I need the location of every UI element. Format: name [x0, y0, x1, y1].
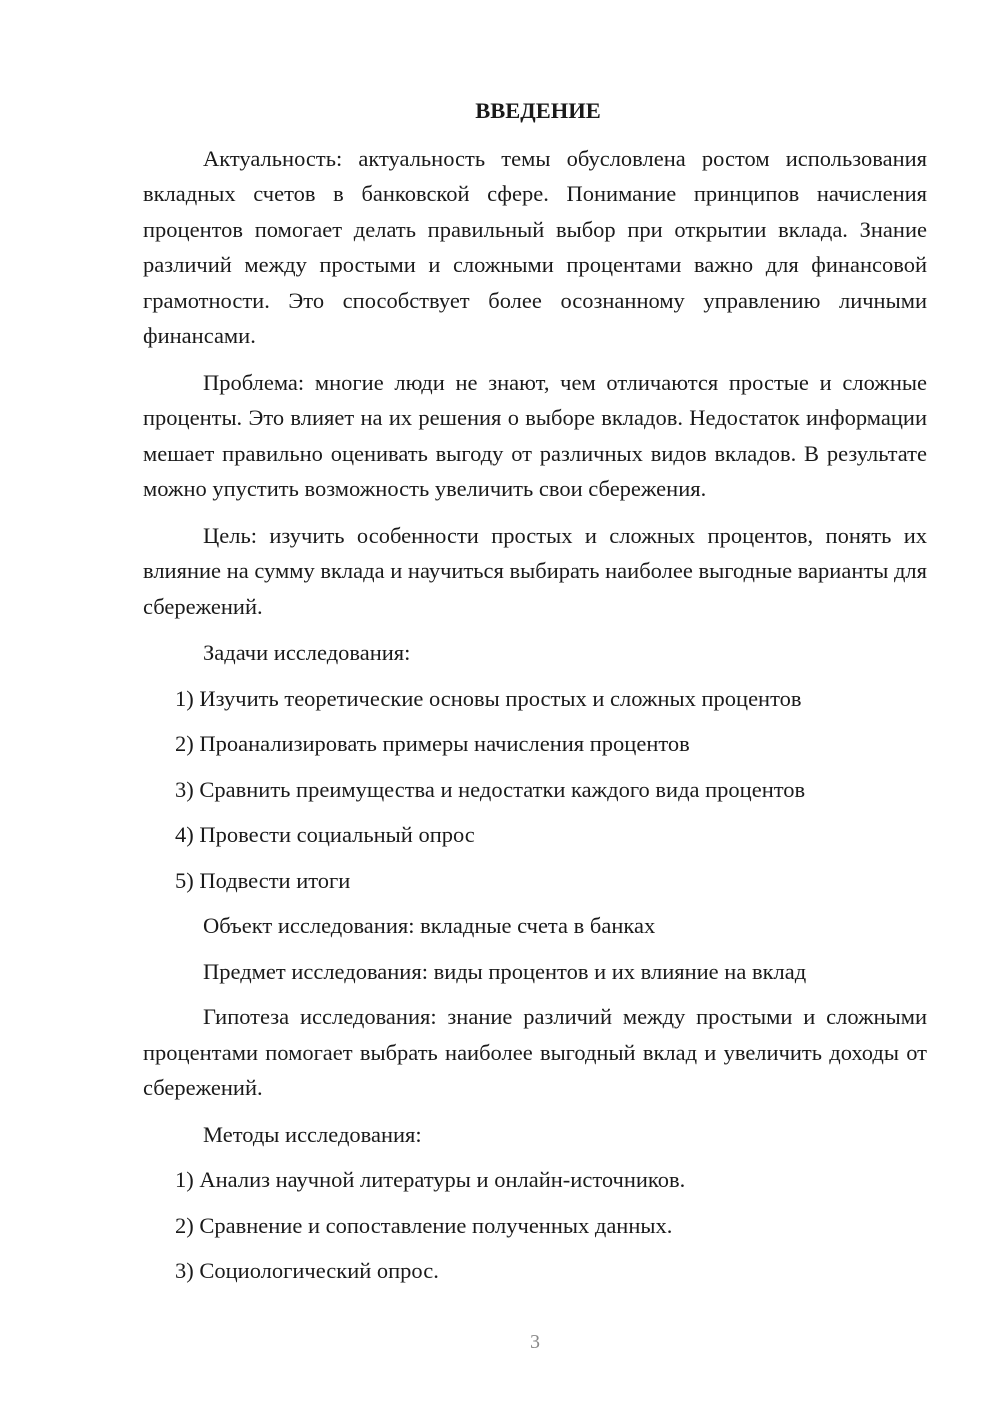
- goal-paragraph: Цель: изучить особенности простых и сложных процентов, понять их влияние на сумму вклада и научиться выбирать наиболее выгодные варианты для сбережений.: [143, 522, 927, 619]
- methods-heading: Методы исследования:: [203, 1121, 422, 1147]
- object-line: Объект исследования: вкладные счета в банках: [203, 913, 656, 938]
- page-content: [143, 93, 927, 1299]
- task-item: 1) Изучить теоретические основы простых и сложных процентов: [175, 685, 802, 711]
- task-item: 2) Проанализировать примеры начисления процентов: [175, 731, 690, 756]
- problem-paragraph: Проблема: многие люди не знают, чем отличаются простые и сложные проценты. Это влияет на их решения о выборе вкладов. Недостаток информации мешает правильно оценивать выгоду от различных видов вкладов. В результате можно упустить возможность увеличить свои сбережения.: [143, 369, 927, 501]
- method-item: 3) Социологический опрос.: [175, 1258, 439, 1283]
- task-item: 4) Провести социальный опрос: [175, 822, 475, 847]
- subject-line: Предмет исследования: виды процентов и их влияние на вклад: [203, 958, 807, 984]
- task-item: 3) Сравнить преимущества и недостатки каждого вида процентов: [175, 776, 806, 802]
- method-item: 2) Сравнение и сопоставление полученных данных.: [175, 1212, 673, 1238]
- tasks-list: [143, 681, 927, 899]
- actuality-paragraph: Актуальность: актуальность темы обусловлена ростом использования вкладных счетов в банковской сфере. Понимание принципов начисления процентов помогает делать правильный выбор при открытии вклада. Знание различий между простыми и сложными процентами важно для финансовой грамотности. Это способствует более осознанному управлению личными финансами.: [143, 145, 927, 348]
- method-item: 1) Анализ научной литературы и онлайн-источников.: [175, 1167, 686, 1192]
- tasks-heading: Задачи исследования:: [203, 640, 411, 665]
- hypothesis-paragraph: Гипотеза исследования: знание различий между простыми и сложными процентами помогает выбрать наиболее выгодный вклад и увеличить доходы от сбережений.: [143, 1004, 927, 1100]
- page-number: 3: [530, 1331, 540, 1353]
- task-item: 5) Подвести итоги: [175, 867, 351, 893]
- methods-list: [143, 1162, 927, 1289]
- page-title: ВВЕДЕНИЕ: [475, 98, 601, 123]
